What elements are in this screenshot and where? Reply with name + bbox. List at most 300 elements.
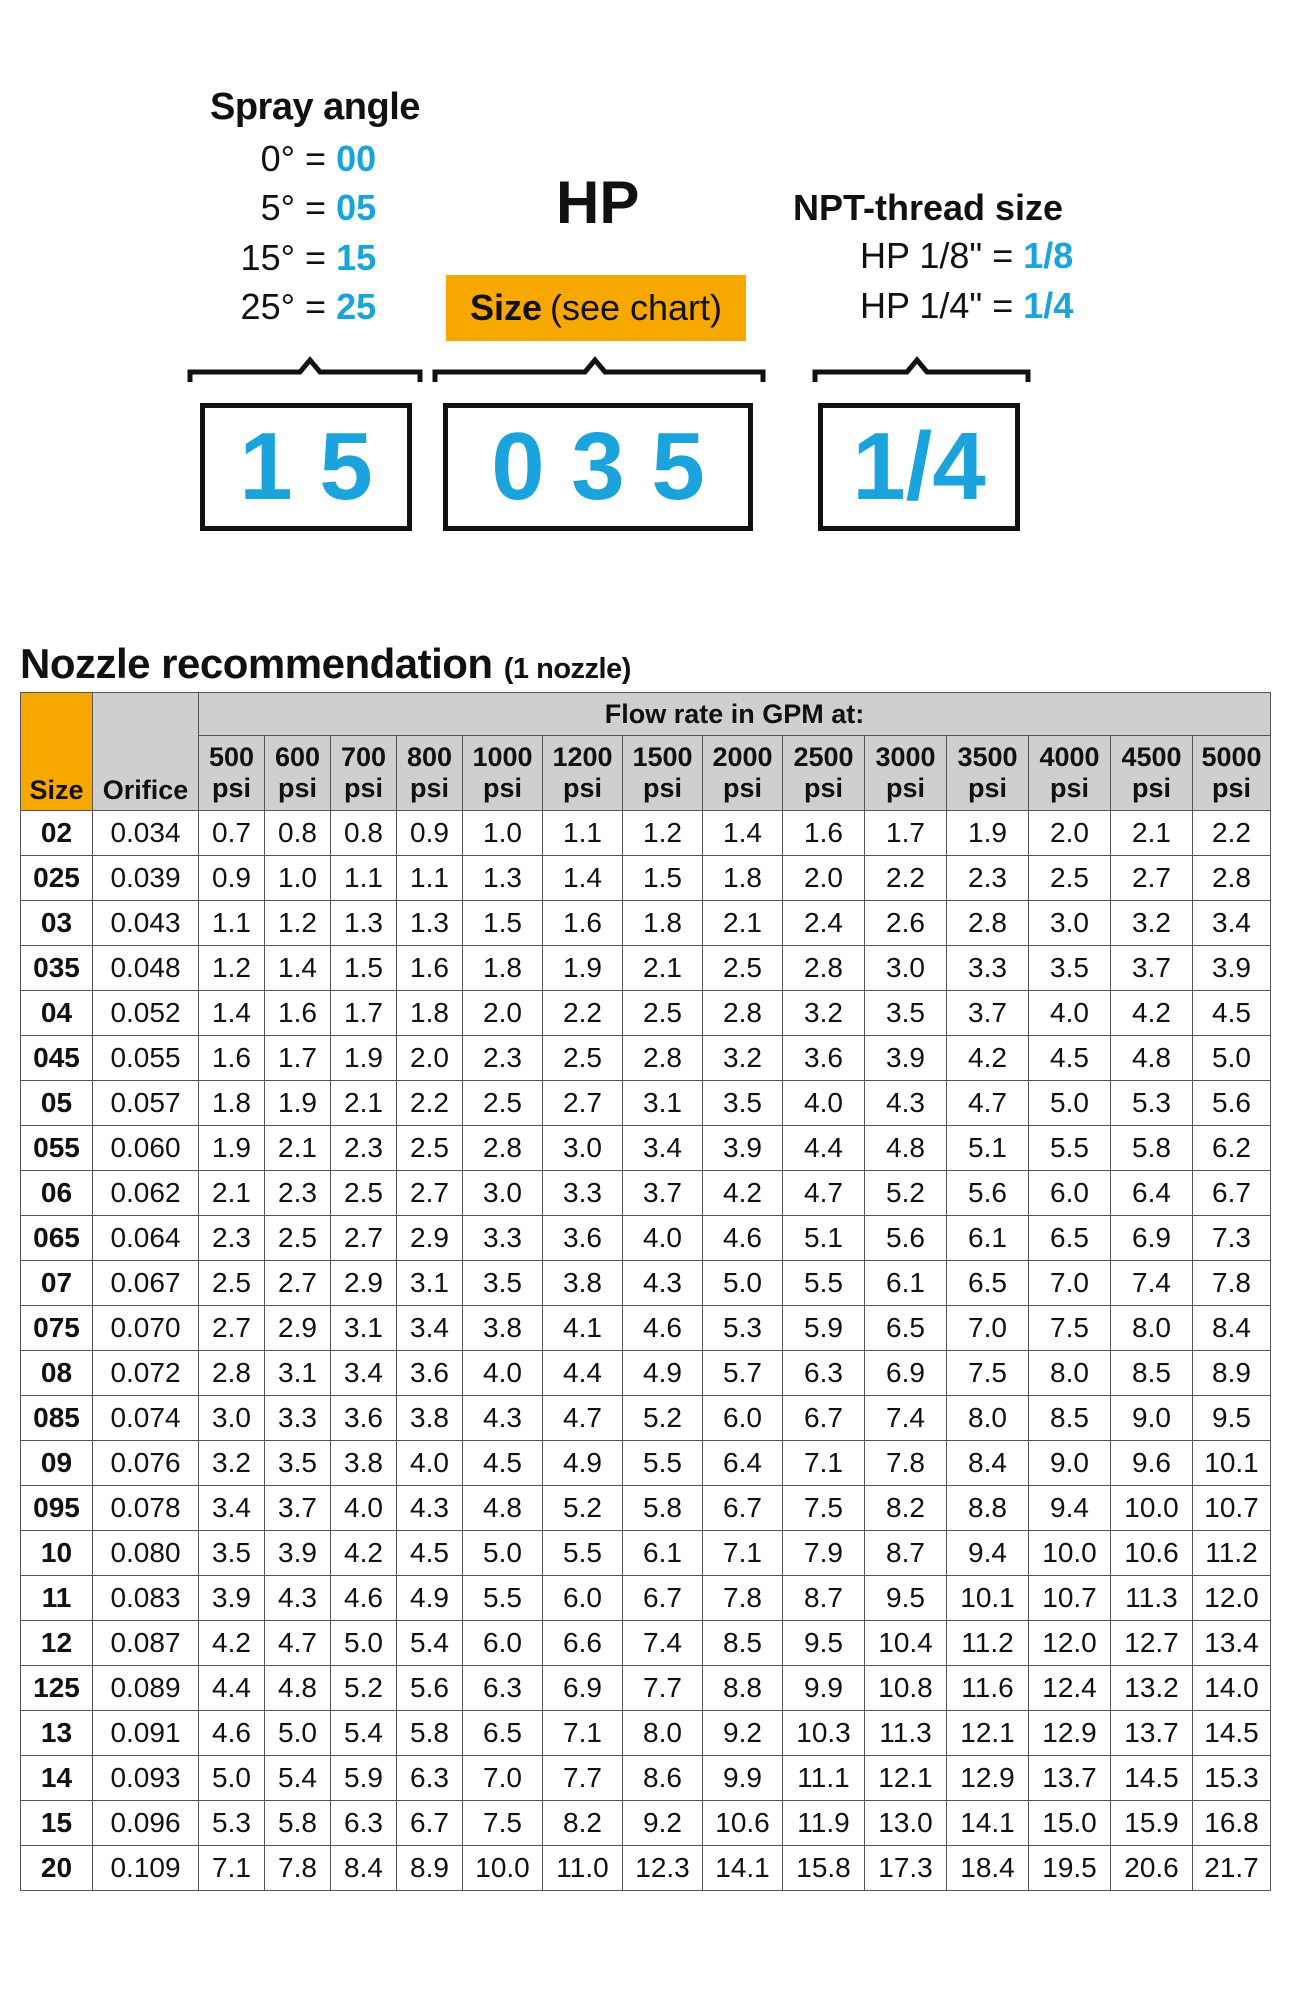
flow-rate-cell: 4.0 xyxy=(1029,991,1111,1036)
flow-rate-cell: 1.0 xyxy=(265,856,331,901)
flow-rate-cell: 4.5 xyxy=(1029,1036,1111,1081)
flow-rate-cell: 2.9 xyxy=(265,1306,331,1351)
flow-rate-cell: 6.0 xyxy=(543,1576,623,1621)
table-row xyxy=(21,1036,1271,1081)
flow-rate-cell: 2.0 xyxy=(463,991,543,1036)
table-row xyxy=(21,1126,1271,1171)
size-cell: 045 xyxy=(21,1036,93,1081)
flow-rate-cell: 4.9 xyxy=(397,1576,463,1621)
flow-rate-cell: 3.9 xyxy=(199,1576,265,1621)
flow-rate-cell: 13.2 xyxy=(1111,1666,1193,1711)
flow-rate-cell: 9.6 xyxy=(1111,1441,1193,1486)
orifice-cell: 0.067 xyxy=(93,1261,199,1306)
flow-rate-cell: 3.0 xyxy=(1029,901,1111,946)
table-row xyxy=(21,1216,1271,1261)
flow-rate-cell: 5.0 xyxy=(265,1711,331,1756)
flow-rate-cell: 4.3 xyxy=(265,1576,331,1621)
flow-rate-cell: 10.6 xyxy=(1111,1531,1193,1576)
flow-rate-cell: 6.3 xyxy=(463,1666,543,1711)
flow-rate-cell: 2.1 xyxy=(703,901,783,946)
flow-rate-cell: 6.3 xyxy=(783,1351,865,1396)
orifice-cell: 0.055 xyxy=(93,1036,199,1081)
flow-rate-cell: 5.2 xyxy=(331,1666,397,1711)
flow-rate-cell: 1.0 xyxy=(463,811,543,856)
flow-rate-cell: 1.1 xyxy=(199,901,265,946)
pressure-value: 3000 xyxy=(875,741,936,772)
flow-rate-cell: 5.1 xyxy=(783,1216,865,1261)
orifice-cell: 0.052 xyxy=(93,991,199,1036)
flow-rate-cell: 9.9 xyxy=(783,1666,865,1711)
flow-rate-cell: 2.8 xyxy=(463,1126,543,1171)
flow-rate-cell: 4.3 xyxy=(463,1396,543,1441)
size-brace xyxy=(435,360,763,382)
flow-rate-cell: 7.8 xyxy=(865,1441,947,1486)
flow-rate-cell: 9.0 xyxy=(1111,1396,1193,1441)
size-cell: 07 xyxy=(21,1261,93,1306)
flow-rate-cell: 2.5 xyxy=(543,1036,623,1081)
flow-rate-cell: 5.6 xyxy=(397,1666,463,1711)
flow-rate-cell: 2.8 xyxy=(199,1351,265,1396)
flow-rate-cell: 3.1 xyxy=(623,1081,703,1126)
thread-code-box: 1/4 xyxy=(818,403,1020,531)
flow-rate-cell: 3.7 xyxy=(947,991,1029,1036)
orifice-cell: 0.072 xyxy=(93,1351,199,1396)
flow-rate-cell: 3.3 xyxy=(265,1396,331,1441)
pressure-value: 500 xyxy=(208,741,255,772)
flow-rate-cell: 8.5 xyxy=(1029,1396,1111,1441)
flow-rate-cell: 11.2 xyxy=(1193,1531,1271,1576)
flow-rate-cell: 14.5 xyxy=(1111,1756,1193,1801)
flow-rate-cell: 7.1 xyxy=(543,1711,623,1756)
flow-rate-cell: 10.0 xyxy=(1029,1531,1111,1576)
size-column-header: Size xyxy=(21,693,93,811)
flow-rate-cell: 5.0 xyxy=(199,1756,265,1801)
angle-code-box: 1 5 xyxy=(200,403,412,531)
pressure-column-header xyxy=(623,736,703,811)
flow-rate-cell: 2.7 xyxy=(199,1306,265,1351)
table-row xyxy=(21,1396,1271,1441)
table-row xyxy=(21,1441,1271,1486)
flow-rate-cell: 14.0 xyxy=(1193,1666,1271,1711)
flow-rate-cell: 7.1 xyxy=(199,1846,265,1891)
flow-rate-cell: 2.7 xyxy=(265,1261,331,1306)
flow-rate-cell: 7.4 xyxy=(623,1621,703,1666)
orifice-cell: 0.083 xyxy=(93,1576,199,1621)
table-row xyxy=(21,1486,1271,1531)
flow-rate-cell: 3.6 xyxy=(783,1036,865,1081)
pressure-unit: psi xyxy=(211,773,251,803)
flow-rate-cell: 3.5 xyxy=(199,1531,265,1576)
flow-rate-cell: 2.8 xyxy=(623,1036,703,1081)
orifice-cell: 0.060 xyxy=(93,1126,199,1171)
flow-rate-cell: 5.8 xyxy=(1111,1126,1193,1171)
size-cell: 15 xyxy=(21,1801,93,1846)
flow-rate-cell: 2.7 xyxy=(1111,856,1193,901)
flow-rate-cell: 15.3 xyxy=(1193,1756,1271,1801)
table-row xyxy=(21,1756,1271,1801)
flow-rate-cell: 3.2 xyxy=(1111,901,1193,946)
flow-rate-cell: 10.8 xyxy=(865,1666,947,1711)
size-cell: 095 xyxy=(21,1486,93,1531)
flow-rate-cell: 3.8 xyxy=(543,1261,623,1306)
flow-rate-cell: 3.0 xyxy=(543,1126,623,1171)
flow-rate-cell: 1.6 xyxy=(783,811,865,856)
pressure-value: 700 xyxy=(340,741,387,772)
flow-rate-cell: 6.1 xyxy=(865,1261,947,1306)
flow-rate-cell: 3.7 xyxy=(265,1486,331,1531)
flow-rate-cell: 2.8 xyxy=(783,946,865,991)
flow-rate-cell: 7.4 xyxy=(1111,1261,1193,1306)
orifice-cell: 0.034 xyxy=(93,811,199,856)
flow-rate-cell: 6.5 xyxy=(865,1306,947,1351)
flow-rate-cell: 8.2 xyxy=(543,1801,623,1846)
pressure-unit: psi xyxy=(409,773,449,803)
table-row xyxy=(21,1711,1271,1756)
flow-rate-cell: 5.0 xyxy=(463,1531,543,1576)
flow-rate-cell: 3.6 xyxy=(397,1351,463,1396)
flow-rate-header: Flow rate in GPM at: xyxy=(199,693,1271,736)
flow-rate-cell: 7.8 xyxy=(703,1576,783,1621)
flow-rate-cell: 4.6 xyxy=(331,1576,397,1621)
pressure-column-header xyxy=(1193,736,1271,811)
flow-rate-cell: 5.0 xyxy=(1193,1036,1271,1081)
spray-angle-title: Spray angle xyxy=(210,86,420,128)
flow-rate-cell: 2.5 xyxy=(397,1126,463,1171)
size-cell: 075 xyxy=(21,1306,93,1351)
size-cell: 085 xyxy=(21,1396,93,1441)
flow-rate-cell: 1.4 xyxy=(265,946,331,991)
flow-rate-cell: 7.0 xyxy=(1029,1261,1111,1306)
flow-rate-cell: 1.6 xyxy=(265,991,331,1036)
flow-rate-cell: 2.4 xyxy=(783,901,865,946)
flow-rate-cell: 6.9 xyxy=(543,1666,623,1711)
flow-rate-cell: 4.4 xyxy=(199,1666,265,1711)
flow-rate-cell: 2.5 xyxy=(199,1261,265,1306)
flow-rate-cell: 8.0 xyxy=(1111,1306,1193,1351)
pressure-value: 1200 xyxy=(552,741,613,772)
table-row xyxy=(21,946,1271,991)
flow-rate-cell: 10.4 xyxy=(865,1621,947,1666)
flow-rate-cell: 1.4 xyxy=(543,856,623,901)
size-cell: 04 xyxy=(21,991,93,1036)
size-cell: 10 xyxy=(21,1531,93,1576)
orifice-cell: 0.091 xyxy=(93,1711,199,1756)
flow-rate-cell: 8.0 xyxy=(1029,1351,1111,1396)
flow-rate-cell: 2.1 xyxy=(1111,811,1193,856)
pressure-unit: psi xyxy=(277,773,317,803)
orifice-cell: 0.064 xyxy=(93,1216,199,1261)
flow-rate-cell: 5.5 xyxy=(1029,1126,1111,1171)
flow-rate-cell: 7.5 xyxy=(947,1351,1029,1396)
flow-rate-cell: 4.0 xyxy=(623,1216,703,1261)
flow-rate-cell: 8.7 xyxy=(783,1576,865,1621)
flow-rate-cell: 6.6 xyxy=(543,1621,623,1666)
flow-rate-cell: 3.5 xyxy=(463,1261,543,1306)
flow-rate-cell: 3.5 xyxy=(865,991,947,1036)
flow-rate-cell: 5.8 xyxy=(265,1801,331,1846)
flow-rate-cell: 5.7 xyxy=(703,1351,783,1396)
orifice-cell: 0.087 xyxy=(93,1621,199,1666)
npt-item: HP 1/4" = 1/4 xyxy=(860,285,1074,326)
flow-rate-cell: 9.2 xyxy=(703,1711,783,1756)
flow-rate-cell: 6.9 xyxy=(1111,1216,1193,1261)
pressure-column-header xyxy=(783,736,865,811)
flow-rate-cell: 9.9 xyxy=(703,1756,783,1801)
pressure-unit: psi xyxy=(1049,773,1089,803)
flow-rate-cell: 10.1 xyxy=(1193,1441,1271,1486)
flow-rate-cell: 2.3 xyxy=(199,1216,265,1261)
flow-rate-cell: 3.9 xyxy=(1193,946,1271,991)
pressure-unit: psi xyxy=(482,773,522,803)
flow-rate-cell: 2.5 xyxy=(331,1171,397,1216)
flow-rate-cell: 4.7 xyxy=(947,1081,1029,1126)
flow-rate-cell: 2.2 xyxy=(865,856,947,901)
flow-rate-cell: 10.0 xyxy=(463,1846,543,1891)
flow-rate-cell: 3.4 xyxy=(397,1306,463,1351)
flow-rate-cell: 11.1 xyxy=(783,1756,865,1801)
flow-rate-cell: 13.4 xyxy=(1193,1621,1271,1666)
flow-rate-cell: 4.8 xyxy=(265,1666,331,1711)
flow-rate-cell: 4.1 xyxy=(543,1306,623,1351)
orifice-cell: 0.109 xyxy=(93,1846,199,1891)
flow-rate-cell: 6.1 xyxy=(947,1216,1029,1261)
flow-rate-cell: 4.5 xyxy=(463,1441,543,1486)
flow-rate-cell: 9.5 xyxy=(1193,1396,1271,1441)
flow-rate-cell: 3.2 xyxy=(199,1441,265,1486)
flow-rate-cell: 5.2 xyxy=(865,1171,947,1216)
flow-rate-cell: 2.3 xyxy=(265,1171,331,1216)
flow-rate-cell: 6.7 xyxy=(623,1576,703,1621)
flow-rate-cell: 2.8 xyxy=(703,991,783,1036)
flow-rate-cell: 2.7 xyxy=(543,1081,623,1126)
flow-rate-cell: 4.3 xyxy=(623,1261,703,1306)
flow-rate-cell: 13.0 xyxy=(865,1801,947,1846)
flow-rate-cell: 0.8 xyxy=(331,811,397,856)
pressure-column-header xyxy=(463,736,543,811)
flow-rate-cell: 8.7 xyxy=(865,1531,947,1576)
flow-rate-cell: 6.5 xyxy=(947,1261,1029,1306)
flow-rate-cell: 11.9 xyxy=(783,1801,865,1846)
table-row xyxy=(21,1846,1271,1891)
flow-rate-cell: 10.7 xyxy=(1029,1576,1111,1621)
flow-rate-cell: 8.9 xyxy=(1193,1351,1271,1396)
flow-rate-cell: 7.9 xyxy=(783,1531,865,1576)
flow-rate-cell: 5.8 xyxy=(623,1486,703,1531)
flow-rate-cell: 15.8 xyxy=(783,1846,865,1891)
flow-rate-cell: 5.5 xyxy=(623,1441,703,1486)
orifice-cell: 0.078 xyxy=(93,1486,199,1531)
flow-rate-cell: 12.9 xyxy=(947,1756,1029,1801)
flow-rate-cell: 1.8 xyxy=(397,991,463,1036)
flow-rate-cell: 1.3 xyxy=(331,901,397,946)
flow-rate-cell: 3.1 xyxy=(265,1351,331,1396)
flow-rate-cell: 4.4 xyxy=(783,1126,865,1171)
flow-rate-cell: 1.6 xyxy=(543,901,623,946)
flow-rate-cell: 6.2 xyxy=(1193,1126,1271,1171)
flow-rate-cell: 10.7 xyxy=(1193,1486,1271,1531)
flow-rate-cell: 2.1 xyxy=(265,1126,331,1171)
flow-rate-cell: 9.5 xyxy=(783,1621,865,1666)
flow-rate-cell: 2.8 xyxy=(1193,856,1271,901)
flow-rate-cell: 1.5 xyxy=(331,946,397,991)
flow-rate-cell: 1.4 xyxy=(703,811,783,856)
flow-rate-cell: 4.0 xyxy=(397,1441,463,1486)
flow-rate-cell: 3.5 xyxy=(703,1081,783,1126)
flow-rate-cell: 3.0 xyxy=(463,1171,543,1216)
flow-rate-cell: 5.0 xyxy=(1029,1081,1111,1126)
flow-rate-cell: 3.2 xyxy=(783,991,865,1036)
flow-rate-cell: 20.6 xyxy=(1111,1846,1193,1891)
pressure-column-header xyxy=(331,736,397,811)
pressure-value: 2500 xyxy=(793,741,854,772)
flow-rate-cell: 7.8 xyxy=(1193,1261,1271,1306)
flow-rate-cell: 3.3 xyxy=(543,1171,623,1216)
flow-rate-cell: 3.7 xyxy=(1111,946,1193,991)
size-cell: 02 xyxy=(21,811,93,856)
pressure-unit: psi xyxy=(967,773,1007,803)
flow-rate-cell: 15.9 xyxy=(1111,1801,1193,1846)
flow-rate-cell: 2.1 xyxy=(331,1081,397,1126)
flow-rate-cell: 8.2 xyxy=(865,1486,947,1531)
flow-rate-cell: 7.7 xyxy=(623,1666,703,1711)
flow-rate-cell: 12.3 xyxy=(623,1846,703,1891)
flow-rate-cell: 3.9 xyxy=(703,1126,783,1171)
flow-rate-cell: 8.4 xyxy=(1193,1306,1271,1351)
size-cell: 065 xyxy=(21,1216,93,1261)
table-row xyxy=(21,1801,1271,1846)
flow-rate-cell: 5.5 xyxy=(543,1531,623,1576)
flow-rate-cell: 1.7 xyxy=(331,991,397,1036)
flow-rate-cell: 3.6 xyxy=(543,1216,623,1261)
flow-rate-cell: 4.5 xyxy=(1193,991,1271,1036)
flow-rate-cell: 0.7 xyxy=(199,811,265,856)
pressure-column-header xyxy=(265,736,331,811)
flow-rate-cell: 1.2 xyxy=(265,901,331,946)
flow-rate-cell: 2.0 xyxy=(1029,811,1111,856)
flow-rate-cell: 5.3 xyxy=(199,1801,265,1846)
size-cell: 11 xyxy=(21,1576,93,1621)
flow-rate-cell: 3.4 xyxy=(1193,901,1271,946)
flow-rate-cell: 7.8 xyxy=(265,1846,331,1891)
pressure-unit: psi xyxy=(1211,773,1251,803)
table-row xyxy=(21,811,1271,856)
flow-rate-cell: 17.3 xyxy=(865,1846,947,1891)
flow-rate-cell: 8.5 xyxy=(1111,1351,1193,1396)
braces-graphic xyxy=(0,0,1300,400)
npt-item: HP 1/8" = 1/8 xyxy=(860,235,1074,276)
flow-rate-cell: 2.5 xyxy=(1029,856,1111,901)
size-cell: 03 xyxy=(21,901,93,946)
flow-rate-cell: 10.3 xyxy=(783,1711,865,1756)
flow-rate-cell: 8.6 xyxy=(623,1756,703,1801)
flow-rate-cell: 12.7 xyxy=(1111,1621,1193,1666)
flow-rate-cell: 1.5 xyxy=(623,856,703,901)
flow-rate-cell: 8.4 xyxy=(947,1441,1029,1486)
flow-rate-cell: 1.8 xyxy=(199,1081,265,1126)
flow-rate-cell: 21.7 xyxy=(1193,1846,1271,1891)
flow-rate-cell: 4.7 xyxy=(783,1171,865,1216)
flow-rate-cell: 4.3 xyxy=(865,1081,947,1126)
flow-rate-cell: 7.0 xyxy=(463,1756,543,1801)
spray-angle-item: 5° = 05 xyxy=(260,187,377,228)
flow-rate-cell: 1.9 xyxy=(947,811,1029,856)
flow-rate-cell: 3.8 xyxy=(463,1306,543,1351)
flow-rate-cell: 12.0 xyxy=(1193,1576,1271,1621)
spray-angle-item: 0° = 00 xyxy=(260,138,377,179)
table-row xyxy=(21,991,1271,1036)
pressure-value: 1500 xyxy=(632,741,693,772)
pressure-value: 800 xyxy=(406,741,453,772)
pressure-column-header xyxy=(865,736,947,811)
pressure-column-header xyxy=(1111,736,1193,811)
flow-rate-cell: 5.8 xyxy=(397,1711,463,1756)
flow-rate-cell: 4.2 xyxy=(703,1171,783,1216)
table-row xyxy=(21,1531,1271,1576)
flow-rate-cell: 2.3 xyxy=(331,1126,397,1171)
flow-rate-cell: 5.2 xyxy=(543,1486,623,1531)
flow-rate-cell: 4.8 xyxy=(463,1486,543,1531)
flow-rate-cell: 10.6 xyxy=(703,1801,783,1846)
flow-rate-cell: 5.3 xyxy=(703,1306,783,1351)
flow-rate-cell: 10.0 xyxy=(1111,1486,1193,1531)
flow-rate-cell: 8.8 xyxy=(703,1666,783,1711)
pressure-value: 1000 xyxy=(472,741,533,772)
flow-rate-cell: 2.3 xyxy=(463,1036,543,1081)
flow-rate-cell: 3.5 xyxy=(265,1441,331,1486)
flow-rate-cell: 12.9 xyxy=(1029,1711,1111,1756)
flow-rate-cell: 2.5 xyxy=(463,1081,543,1126)
flow-rate-cell: 6.5 xyxy=(463,1711,543,1756)
orifice-cell: 0.039 xyxy=(93,856,199,901)
flow-rate-cell: 6.0 xyxy=(703,1396,783,1441)
flow-rate-cell: 2.1 xyxy=(623,946,703,991)
flow-rate-cell: 1.6 xyxy=(397,946,463,991)
flow-rate-cell: 0.9 xyxy=(397,811,463,856)
flow-rate-cell: 2.5 xyxy=(623,991,703,1036)
size-cell: 14 xyxy=(21,1756,93,1801)
pressure-column-header xyxy=(199,736,265,811)
flow-rate-cell: 4.0 xyxy=(463,1351,543,1396)
size-label-badge: Size (see chart) xyxy=(446,275,746,341)
flow-rate-cell: 4.2 xyxy=(199,1621,265,1666)
flow-rate-cell: 19.5 xyxy=(1029,1846,1111,1891)
flow-rate-cell: 4.6 xyxy=(199,1711,265,1756)
spray-angle-item: 15° = 15 xyxy=(240,237,377,278)
pressure-unit: psi xyxy=(562,773,602,803)
flow-rate-cell: 6.3 xyxy=(331,1801,397,1846)
pressure-unit: psi xyxy=(1131,773,1171,803)
flow-rate-cell: 7.1 xyxy=(783,1441,865,1486)
flow-rate-cell: 9.4 xyxy=(947,1531,1029,1576)
flow-rate-cell: 7.4 xyxy=(865,1396,947,1441)
table-row xyxy=(21,1351,1271,1396)
flow-rate-cell: 3.0 xyxy=(199,1396,265,1441)
flow-rate-cell: 3.2 xyxy=(703,1036,783,1081)
flow-rate-cell: 4.2 xyxy=(331,1531,397,1576)
flow-rate-cell: 8.9 xyxy=(397,1846,463,1891)
pressure-value: 4000 xyxy=(1039,741,1100,772)
pressure-unit: psi xyxy=(885,773,925,803)
spray-angle-item: 25° = 25 xyxy=(240,286,377,327)
flow-rate-cell: 11.3 xyxy=(865,1711,947,1756)
flow-rate-cell: 1.9 xyxy=(199,1126,265,1171)
flow-rate-cell: 2.1 xyxy=(199,1171,265,1216)
flow-rate-cell: 6.9 xyxy=(865,1351,947,1396)
orifice-cell: 0.057 xyxy=(93,1081,199,1126)
orifice-cell: 0.048 xyxy=(93,946,199,991)
pressure-unit: psi xyxy=(343,773,383,803)
flow-rate-cell: 1.1 xyxy=(397,856,463,901)
